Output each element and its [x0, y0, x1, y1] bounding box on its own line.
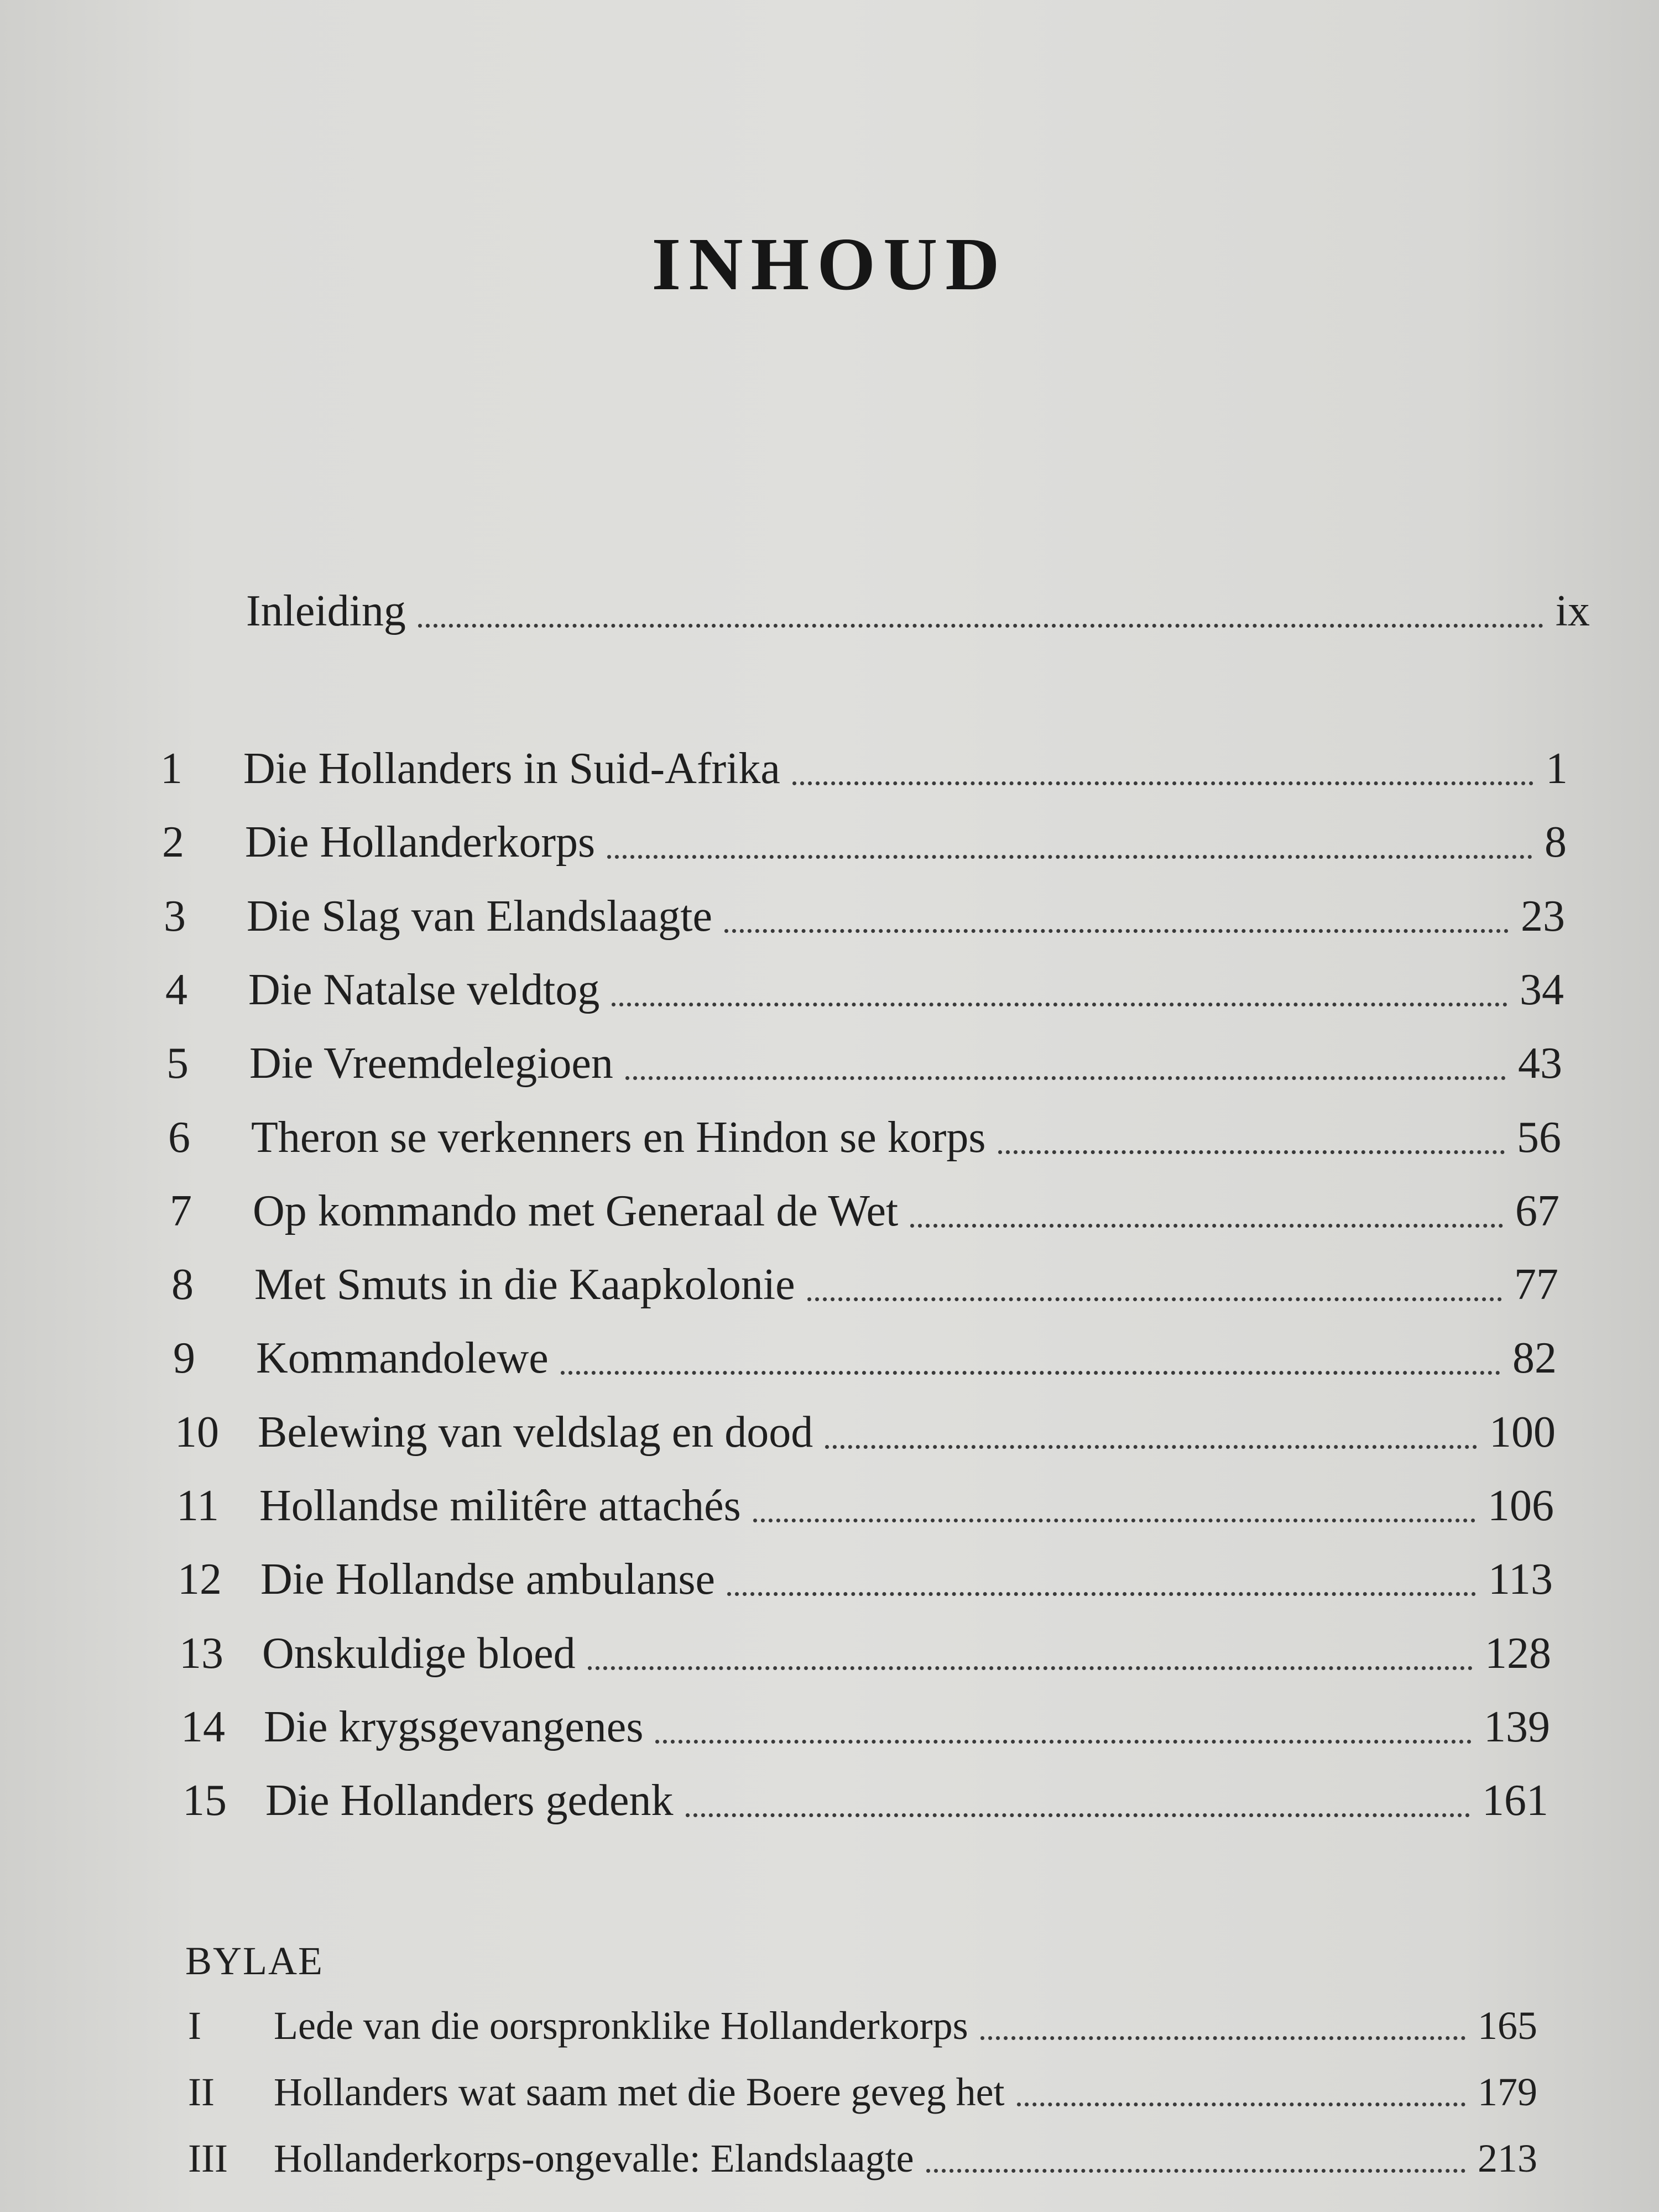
chapter-number: 11 [176, 1481, 220, 1530]
dot-leader [727, 1592, 1476, 1596]
toc-entry-label: Theron se verkenners en Hindon se korps [251, 1113, 986, 1162]
toc-page-number: ix [1555, 587, 1590, 635]
toc-page-number: 67 [1515, 1187, 1559, 1235]
appendix-number: III [188, 2136, 228, 2180]
dot-leader [998, 1150, 1505, 1154]
page-title: INHOUD [651, 223, 1008, 306]
toc-entry-label: Onskuldige bloed [262, 1629, 576, 1678]
dot-leader [910, 1224, 1503, 1228]
toc-entry [175, 1407, 1556, 1458]
toc-page-number: 56 [1517, 1113, 1561, 1162]
toc-entry-label: Die Hollanders in Suid-Afrika [243, 744, 780, 793]
dot-leader [807, 1297, 1502, 1301]
toc-page-number: 139 [1484, 1703, 1550, 1751]
toc-page-number: 179 [1478, 2070, 1537, 2114]
toc-entry-label: Die Natalse veldtog [248, 966, 600, 1014]
toc-entry [162, 817, 1567, 868]
dot-leader [588, 1666, 1473, 1670]
toc-page-number: 100 [1489, 1408, 1556, 1457]
toc-entry [168, 1113, 1561, 1163]
toc-entry-intro [246, 586, 1590, 637]
toc-page-number: 82 [1512, 1334, 1557, 1383]
toc-entry-label: Die Vreemdelegioen [249, 1039, 613, 1088]
toc-entry-label: Die Hollanders gedenk [265, 1776, 674, 1825]
chapter-number: 14 [181, 1703, 225, 1751]
dot-leader [926, 2169, 1465, 2173]
toc-entry-label: Lede van die oorspronklike Hollanderkorps [274, 2004, 968, 2048]
chapter-number: 6 [168, 1113, 190, 1162]
toc-entry-label: Die krygsgevangenes [264, 1703, 644, 1751]
toc-entry-label: Hollanderkorps-ongevalle: Elandslaagte [274, 2136, 914, 2180]
toc-entry-label: Hollandse militêre attachés [259, 1481, 741, 1530]
appendix-number: II [188, 2070, 215, 2114]
dot-leader [625, 1076, 1506, 1080]
toc-page-number: 106 [1488, 1481, 1554, 1530]
appendix-entry [188, 2136, 1537, 2182]
dot-leader [561, 1371, 1500, 1375]
toc-entry [181, 1702, 1550, 1752]
toc-page-number: 213 [1478, 2136, 1537, 2180]
toc-entry [176, 1481, 1554, 1531]
appendix-entry [188, 2003, 1537, 2049]
dot-leader [607, 855, 1532, 859]
dot-leader [655, 1740, 1472, 1744]
chapter-number: 15 [182, 1776, 227, 1825]
toc-entry-label: Die Slag van Elandslaagte [247, 892, 712, 941]
chapter-number: 1 [160, 744, 182, 793]
dot-leader [980, 2036, 1465, 2040]
toc-entry-label: Die Hollandse ambulanse [260, 1555, 715, 1604]
chapter-number: 13 [179, 1629, 223, 1678]
toc-page-number: 165 [1478, 2004, 1537, 2048]
toc-entry [171, 1260, 1558, 1310]
dot-leader [724, 929, 1509, 933]
chapter-number: 3 [164, 892, 186, 941]
toc-entry-label: Die Hollanderkorps [245, 818, 596, 867]
toc-entry [173, 1333, 1557, 1384]
dot-leader [612, 1003, 1507, 1006]
appendix-entry [188, 2069, 1537, 2115]
toc-entry [179, 1629, 1551, 1679]
toc-entry [164, 891, 1565, 942]
toc-page-number: 34 [1520, 966, 1564, 1014]
appendix-number: I [188, 2004, 201, 2048]
dot-leader [825, 1445, 1477, 1449]
chapter-number: 2 [162, 818, 184, 867]
dot-leader [686, 1813, 1470, 1817]
chapter-number: 4 [165, 966, 187, 1014]
dot-leader [1017, 2103, 1465, 2106]
chapter-number: 8 [171, 1260, 194, 1309]
toc-entry-label: Kommandolewe [256, 1334, 549, 1383]
toc-page-number: 1 [1546, 744, 1568, 793]
toc-entry [165, 965, 1564, 1015]
toc-entry [170, 1186, 1559, 1237]
toc-entry [166, 1039, 1562, 1089]
chapter-number: 10 [175, 1408, 219, 1457]
toc-page-number: 128 [1485, 1629, 1551, 1678]
dot-leader [418, 624, 1543, 628]
toc-entry [160, 744, 1568, 794]
toc-entry-label: Belewing van veldslag en dood [258, 1408, 813, 1457]
toc-entry-label: Met Smuts in die Kaapkolonie [254, 1260, 795, 1309]
toc-entry-label: Inleiding [246, 587, 406, 635]
toc-page-number: 8 [1545, 818, 1567, 867]
dot-leader [792, 781, 1533, 785]
toc-page-number: 113 [1488, 1555, 1553, 1604]
toc-entry [178, 1554, 1553, 1605]
toc-entry [182, 1776, 1548, 1826]
toc-entry-label: Op kommando met Generaal de Wet [253, 1187, 899, 1235]
toc-entry-label: Hollanders wat saam met die Boere geveg het [274, 2070, 1005, 2114]
chapter-number: 7 [170, 1187, 192, 1235]
chapter-number: 5 [166, 1039, 189, 1088]
chapter-number: 12 [178, 1555, 222, 1604]
dot-leader [753, 1519, 1475, 1522]
toc-page-number: 77 [1514, 1260, 1558, 1309]
toc-page-number: 161 [1482, 1776, 1548, 1825]
chapter-number: 9 [173, 1334, 195, 1383]
toc-page-number: 43 [1518, 1039, 1562, 1088]
toc-page-number: 23 [1521, 892, 1565, 941]
appendix-heading: BYLAE [185, 1939, 324, 1983]
